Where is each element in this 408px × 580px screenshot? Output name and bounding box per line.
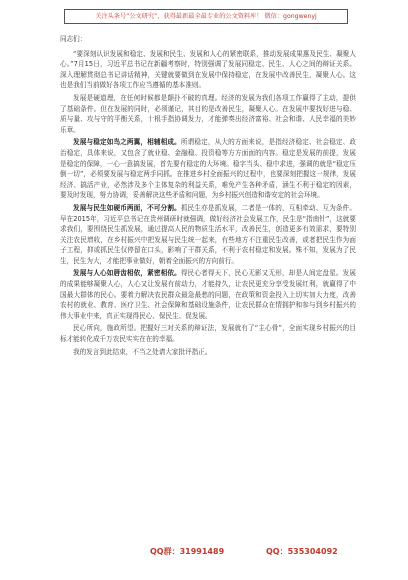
body-paragraph bbox=[60, 49, 356, 91]
footer bbox=[0, 546, 408, 560]
greeting: 同志们： bbox=[60, 35, 87, 43]
body-paragraph bbox=[60, 137, 356, 201]
body-paragraph bbox=[60, 268, 356, 321]
paragraph-list bbox=[60, 49, 356, 358]
paragraph-lead: 发展与人心如唇齿相依，紧密相依。 bbox=[73, 269, 181, 278]
paragraph-text: 得民心者得天下，民心无影又无形，却是人间定盘星。发展的成果能够凝聚人心，人心又让发展有前动力，才能持久，让农民更充分享受发展红利，就赢得了中国最大群体的民心。要着力解决农民群众最急最愁的问题，在政策和资金投入上切实加大力度，改善农村的就业、教育、医疗卫生、社会保障和基础设施条件，让农民群众在情拥护和参与到乡村振兴的伟大事业中来，真正实现得民心、保民生、促发展。 bbox=[60, 269, 357, 320]
body-paragraph bbox=[60, 203, 356, 267]
header-banner: 关注头条号“公文研究”，获得最新最全最专业的公文资料库！ 微信：gongwenyj bbox=[64, 9, 348, 24]
speech-body bbox=[60, 34, 356, 359]
paragraph-text: 发展是硬道理，在任何时候都是颠扑不破的真理。经济的发展为我们各项工作赢得了主动，提供了基础条件。但在发展的同时，必须谨记，其目的是改善民生，凝聚人心。在发展中要找好进与稳、质与量、攻与守的平衡关系，十根手指协调发力，才能弹奏出经济富裕、社会和谐、人民幸福的美妙乐章。 bbox=[60, 93, 356, 134]
body-paragraph bbox=[60, 93, 356, 135]
paragraph-text: 所谓稳定，从大的方面来说，是指经济稳定、社会稳定、政治稳定，具体来说，又包含了就业稳、金融稳、投资稳等方方面面的内容。稳定是发展的前提，发展是稳定的保障，一心一意搞发展，首先要有稳定的大环境。稳字当头、稳中求进，强调的就是“稳定压倒一切”，必须要发展与稳定两手同抓。在推进乡村全面振兴的过程中，也要深刻把握这一规律，发展经济、搞活产业，必然涉及多个主体复杂的利益关系，难免产生各种矛盾，涵生不利于稳定的因素，要及时发现，努力协调，妥善解决这些矛盾和问题，为乡村振兴创造和谐安定的社会环境。 bbox=[60, 138, 357, 200]
paragraph-lead: 发展与民生如硬币两面，不可分割。 bbox=[73, 203, 181, 212]
paragraph-text: “要深刻认识发展和稳定、发展和民生、发展和人心的紧密联系，推动发展成果惠及民生、凝聚人心。”7月15日，习近平总书记在新疆考察时，特别强调了发展同稳定、民生、人心之间的辩证关系。深入理解贯彻总书记讲话精神，关键就要做到在发展中保持稳定，在发展中改善民生，凝聚人心。这也是我们当前做好各项工作应当遵循的基本准则。 bbox=[60, 49, 356, 90]
body-paragraph bbox=[60, 347, 356, 358]
paragraph-text: 我的发言到此结束，不当之处请大家批评指正。 bbox=[73, 347, 212, 356]
qq-number-label: QQ：535304092 bbox=[266, 547, 338, 556]
paragraph-text: 抓民生亦是抓发展，二者是一体的，互相牵动、互为条件。早在2015年，习近平总书记在贵州调研时就强调，做好经济社会发展工作，民生是“指南针”，这就要求我们，要围绕民生抓发展，通过提高人民的物质生活水平，改善民生，创造更多有效需求，要特别关注农民增收，在乡村振兴中把发展与民生统一起来，有些地方不注重民生改善，或者把民生作为面子工程，抑或抓民生仅停留在口头，影响了干群关系，不利于农村稳定和发展。殊不知，发展为了民生，民生为大，才能把事业做好，朝着全面振兴的方向前行。 bbox=[60, 203, 357, 265]
qq-group-label: QQ群：31991489 bbox=[150, 547, 225, 556]
paragraph-lead: 发展与稳定如鸟之两翼，相辅相成。 bbox=[73, 138, 181, 147]
body-paragraph bbox=[60, 323, 356, 344]
paragraph-text: 民心所向，施政所望。把握好三对关系的辩证法，发展就有了“主心骨”，全面实现乡村振兴的目标才能转化成千万农民实实在在的幸福。 bbox=[60, 324, 356, 344]
